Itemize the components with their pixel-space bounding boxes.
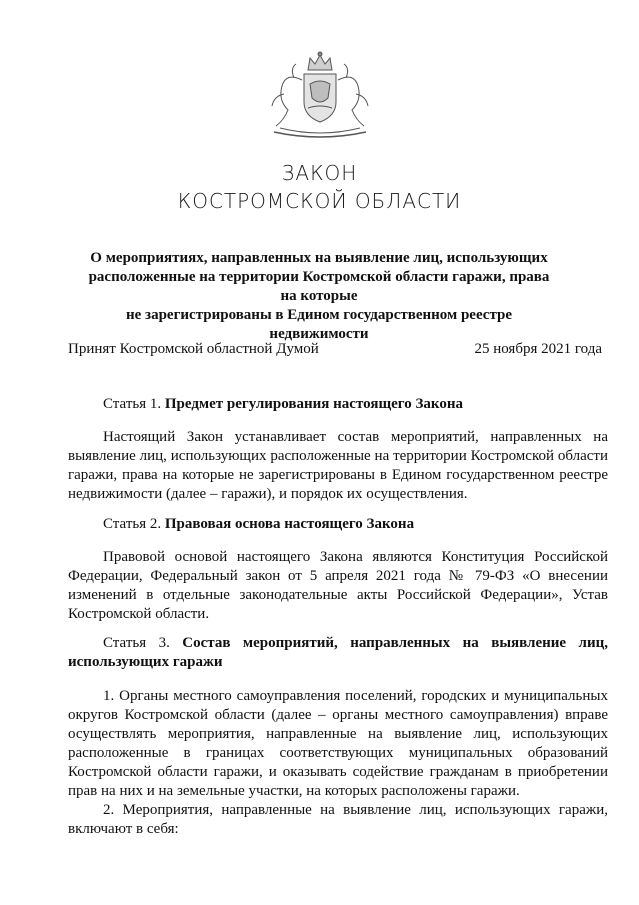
article-label: Статья 1. — [103, 396, 162, 412]
coat-of-arms-icon — [264, 50, 376, 142]
article-label: Статья 2. — [103, 516, 162, 532]
article-heading — [103, 515, 414, 534]
article-paragraph: Настоящий Закон устанавливает состав мероприятий, направленных на выявление лиц, использующих расположенные на территории Костромской области гаражи, права на которые не зарегистрированы в Едином государственном реестре недвижимости (далее – гаражи), и порядок их осуществления. — [68, 429, 608, 502]
subject-line: не зарегистрированы в Едином государственном реестре недвижимости — [126, 307, 512, 342]
article-heading — [103, 395, 463, 414]
article-title: Предмет регулирования настоящего Закона — [164, 396, 463, 412]
article-heading — [68, 634, 608, 672]
article-item: 1. Органы местного самоуправления поселений, городских и муниципальных округов Костромской области (далее – органы местного самоуправления) вправе осуществлять мероприятия, направленные на выявление лиц, использующих расположенные в границах соответствующих муниципальных образований Костромской области гаражи, и оказывать содействие гражданам в приобретении прав на них и на земельные участки, на которых расположены гаражи. — [68, 688, 608, 799]
law-title-line2: КОСТРОМСКОЙ ОБЛАСТИ — [177, 189, 462, 213]
law-title-line1: ЗАКОН — [281, 161, 358, 185]
article-title: Правовая основа настоящего Закона — [164, 516, 415, 532]
adopted-by: Принят Костромской областной Думой — [68, 341, 319, 357]
adoption-date: 25 ноября 2021 года — [474, 341, 602, 357]
subject-line: расположенные на территории Костромской области гаражи, права на которые — [88, 269, 550, 304]
article-label: Статья 3. — [103, 635, 170, 651]
subject-heading — [88, 249, 550, 344]
article-paragraph: Правовой основой настоящего Закона являются Конституция Российской Федерации, Федеральный закон от 5 апреля 2021 года № 79-ФЗ «О внесении изменений в отдельные законодательные акты Российской Федерации», Устав Костромской области. — [68, 549, 608, 622]
article-item: 2. Мероприятия, направленные на выявление лиц, использующих гаражи, включают в себя: — [68, 802, 608, 837]
subject-line: О мероприятиях, направленных на выявление лиц, использующих — [90, 250, 548, 266]
article-title: Состав мероприятий, направленных на выявление лиц, использующих гаражи — [68, 635, 608, 670]
